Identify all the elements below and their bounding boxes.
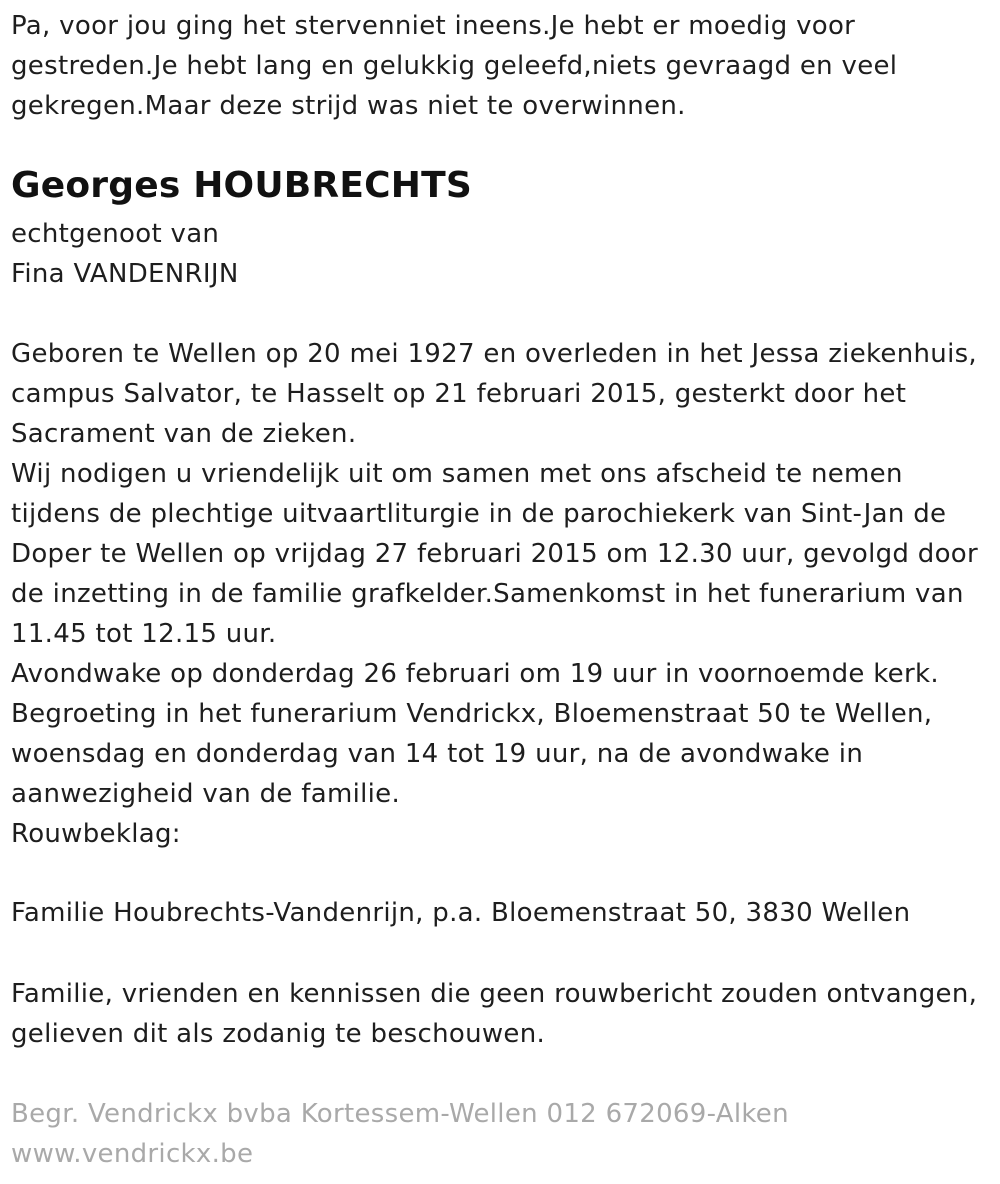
notice-text xyxy=(11,974,977,1054)
details-line: campus Salvator, te Hasselt op 21 februari 2015, gesterkt door het xyxy=(11,379,907,409)
intro-line: gestreden.Je hebt lang en gelukkig geleefd,niets gevraagd en veel xyxy=(11,51,898,81)
spouse-name: Fina VANDENRIJN xyxy=(11,259,239,289)
details-line: de inzetting in de familie grafkelder.Samenkomst in het funerarium van xyxy=(11,579,964,609)
details-line: Begroeting in het funerarium Vendrickx, Bloemenstraat 50 te Wellen, xyxy=(11,699,933,729)
family-address: Familie Houbrechts-Vandenrijn, p.a. Bloemenstraat 50, 3830 Wellen xyxy=(11,898,911,928)
details-line: aanwezigheid van de familie. xyxy=(11,779,401,809)
condolence-label: Rouwbeklag: xyxy=(11,819,181,849)
funeral-details xyxy=(11,334,986,854)
details-line: tijdens de plechtige uitvaartliturgie in de parochiekerk van Sint-Jan de xyxy=(11,499,947,529)
details-line: Sacrament van de zieken. xyxy=(11,419,357,449)
details-line: Wij nodigen u vriendelijk uit om samen met ons afscheid te nemen xyxy=(11,459,903,489)
relation-label: echtgenoot van xyxy=(11,219,220,249)
details-line: Doper te Wellen op vrijdag 27 februari 2015 om 12.30 uur, gevolgd door xyxy=(11,539,978,569)
relation-block xyxy=(11,214,239,294)
details-line: 11.45 tot 12.15 uur. xyxy=(11,619,277,649)
intro-line: gekregen.Maar deze strijd was niet te overwinnen. xyxy=(11,91,686,121)
details-line: Avondwake op donderdag 26 februari om 19 uur in voornoemde kerk. xyxy=(11,659,939,689)
deceased-name: Georges HOUBRECHTS xyxy=(11,165,472,206)
undertaker-website: www.vendrickx.be xyxy=(11,1139,254,1169)
details-line: woensdag en donderdag van 14 tot 19 uur, na de avondwake in xyxy=(11,739,864,769)
footer xyxy=(11,1094,789,1174)
notice-line: gelieven dit als zodanig te beschouwen. xyxy=(11,1019,546,1049)
intro-line: Pa, voor jou ging het stervenniet ineens.Je hebt er moedig voor xyxy=(11,11,856,41)
notice-line: Familie, vrienden en kennissen die geen rouwbericht zouden ontvangen, xyxy=(11,979,978,1009)
intro-text xyxy=(11,6,986,126)
undertaker-info: Begr. Vendrickx bvba Kortessem-Wellen 012 672069-Alken xyxy=(11,1099,789,1129)
details-line: Geboren te Wellen op 20 mei 1927 en overleden in het Jessa ziekenhuis, xyxy=(11,339,978,369)
